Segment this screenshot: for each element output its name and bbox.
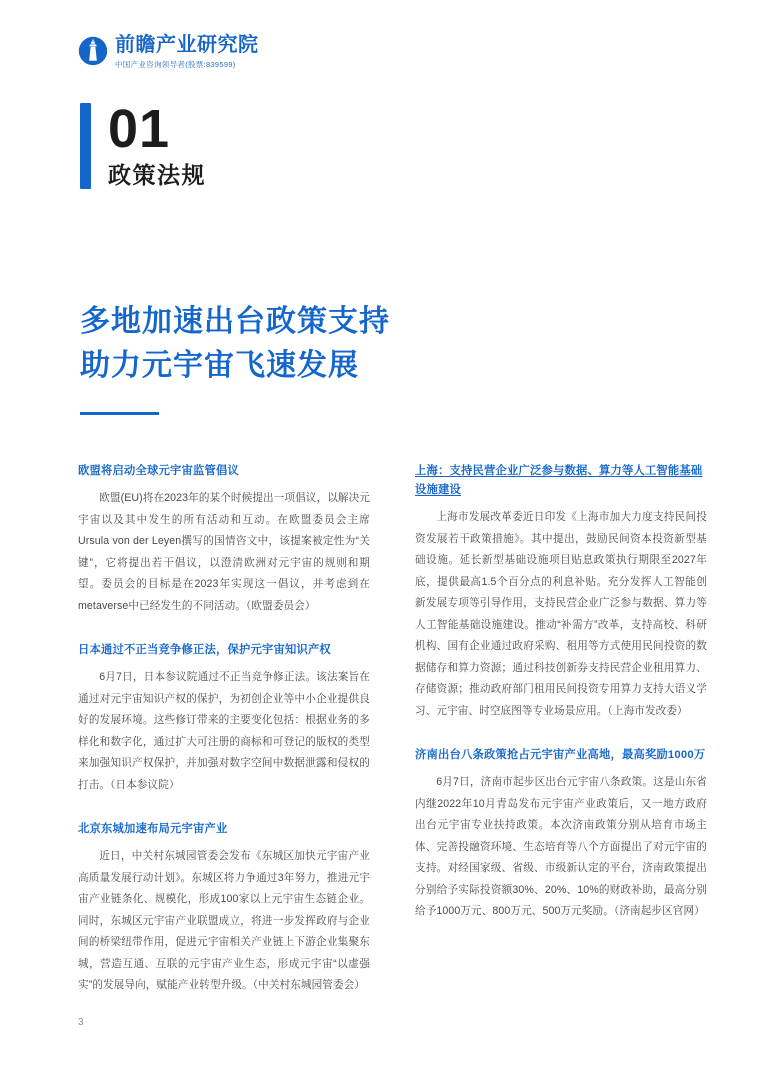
article-body: 6月7日，日本参议院通过不正当竞争修正法。该法案旨在通过对元宇宙知识产权的保护，为初创企业等中小企业提供良好的发展环境。这些修订带来的主要变化包括：根据业务的多样化和数字化，通过扩大可注册的商标和可登记的版权的类型来加强知识产权保护，并加强对数字空间中数据泄露和侵权的打击。（日本参议院）	[78, 671, 370, 791]
page-title-line-2: 助力元宇宙飞速发展	[80, 349, 359, 382]
article	[78, 462, 370, 617]
article-heading: 日本通过不正当竞争修正法，保护元宇宙知识产权	[78, 644, 331, 656]
left-column	[78, 462, 370, 997]
section-number: 01	[108, 99, 171, 159]
article-body: 上海市发展改革委近日印发《上海市加大力度支持民间投资发展若干政策措施》。其中提出，鼓励民间资本投资新型基础设施。延长新型基础设施项目贴息政策执行期限至2027年底，提供最高1.5个百分点的利息补贴。充分发挥人工智能创新发展专项等引导作用，支持民营企业广泛参与数据、算力等人工智能基础设施建设。推动“补需方”改革，支持高校、科研机构、国有企业通过政府采购、租用等方式使用民间投资的数据储存和算力资源；通过科技创新券支持民营企业租用算力、存储资源；推动政府部门租用民间投资专用算力支持大语义学习、元宇宙、时空底图等专业场景应用。（上海市发改委）	[415, 511, 707, 717]
article-heading: 北京东城加速布局元宇宙产业	[78, 823, 228, 835]
article-heading: 欧盟将启动全球元宇宙监管倡议	[78, 465, 239, 477]
title-divider	[80, 412, 159, 415]
article	[415, 746, 707, 923]
brand-masthead	[78, 34, 259, 70]
article-columns	[0, 462, 760, 997]
brand-name: 前瞻产业研究院	[115, 34, 259, 56]
brand-tagline: 中国产业咨询领导者(股票:839599)	[115, 60, 236, 69]
article	[415, 462, 707, 722]
section-accent-bar	[80, 103, 91, 189]
page-number: 3	[78, 1017, 84, 1028]
right-column	[415, 462, 707, 997]
article-body: 6月7日，济南市起步区出台元宇宙八条政策。这是山东省内继2022年10月青岛发布元宇宙产业政策后，又一地方政府出台元宇宙专业扶持政策。本次济南政策分别从培育市场主体、完善投融资环境、生态培育等八个方面提出了对元宇宙的支持。对经国家级、省级、市级新认定的平台，济南政策提出分别给予实际投资额30%、20%、10%的财政补助，最高分别给予1000万元、800万元、500万元奖励。（济南起步区官网）	[415, 776, 707, 917]
brand-text	[115, 34, 259, 70]
section-label: 政策法规	[108, 162, 206, 188]
article-body: 欧盟(EU)将在2023年的某个时候提出一项倡议，以解决元宇宙以及其中发生的所有活动和互动。在欧盟委员会主席Ursula von der Leyen撰写的国情咨文中，该提案被定性为“关键”，它将提出若干倡议，以澄清欧洲对元宇宙的规则和期望。委员会的目标是在2023年实现这一倡议，并考虑到在metaverse中已经发生的不同活动。（欧盟委员会）	[78, 492, 370, 612]
page-title-line-1: 多地加速出台政策支持	[80, 305, 390, 338]
article	[78, 641, 370, 796]
section-marker	[80, 99, 206, 189]
section-texts	[108, 99, 206, 189]
article	[78, 820, 370, 997]
lighthouse-circle-icon	[78, 36, 108, 66]
page-title	[80, 300, 640, 388]
article-body: 近日，中关村东城园管委会发布《东城区加快元宇宙产业高质量发展行动计划》。东城区将力争通过3年努力，推进元宇宙产业链条化、规模化，形成100家以上元宇宙生态链企业。同时，东城区元宇宙产业联盟成立，将进一步发挥政府与企业间的桥梁纽带作用，促进元宇宙相关产业链上下游企业集聚东城，营造互通、互联的元宇宙产业生态，形成元宇宙“以虚强实”的发展导向，赋能产业转型升级。（中关村东城园管委会）	[78, 850, 370, 991]
article-heading[interactable]: 上海：支持民营企业广泛参与数据、算力等人工智能基础设施建设	[415, 465, 703, 496]
article-heading: 济南出台八条政策抢占元宇宙产业高地，最高奖励1000万	[415, 749, 706, 761]
